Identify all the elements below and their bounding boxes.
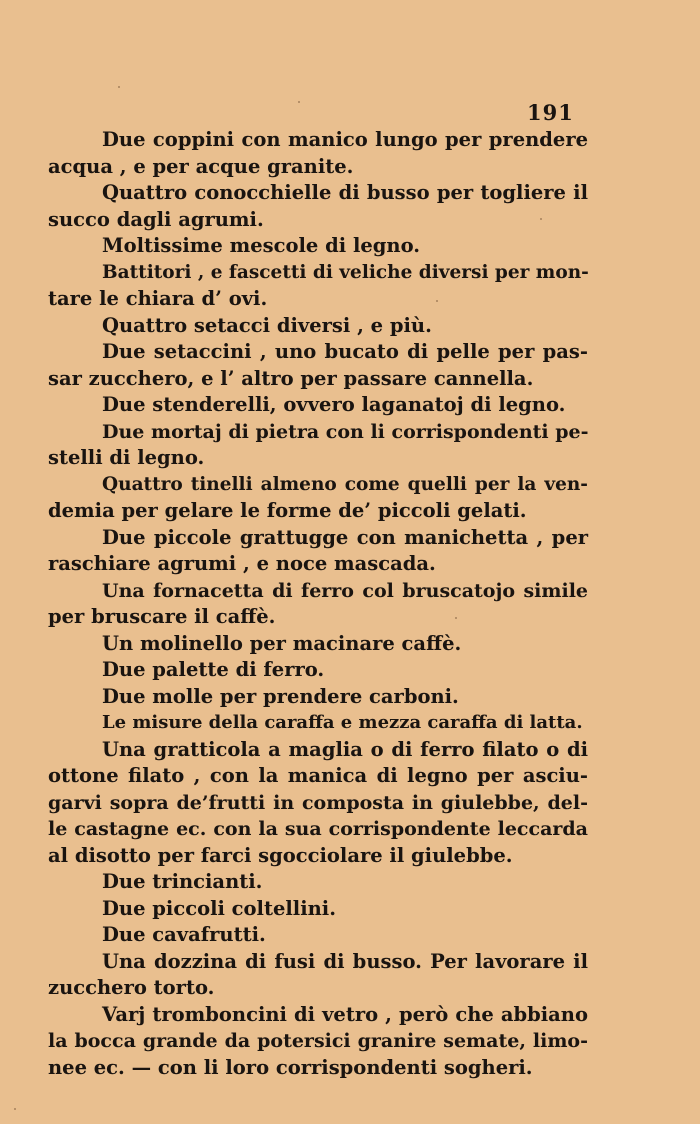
text-line: Due molle per prendere carboni. — [102, 684, 459, 708]
page-number: 191 — [527, 100, 574, 125]
text-line: raschiare agrumi , e noce mascada. — [48, 552, 436, 575]
text-line: garvi sopra de’frutti in composta in giulebbe, del- — [48, 791, 588, 814]
text-line: Due piccoli coltellini. — [102, 896, 336, 920]
text-line: Due stenderelli, ovvero laganatoj di legno. — [102, 393, 566, 416]
text-line: tare le chiara d’ ovi. — [48, 287, 268, 310]
page-body-text — [48, 127, 588, 1081]
text-line: demia per gelare le forme de’ piccoli gelati. — [48, 499, 527, 522]
text-line: Due setaccini , uno bucato di pelle per pas- — [102, 340, 588, 363]
text-line: Quattro conocchielle di busso per togliere il — [102, 181, 588, 204]
text-line: Due palette di ferro. — [102, 658, 325, 681]
paper-speck — [118, 86, 120, 88]
text-line: Una fornacetta di ferro col bruscatojo simile — [102, 579, 588, 602]
text-line: acqua , e per acque granite. — [48, 154, 354, 178]
text-line: Moltissime mescole di legno. — [102, 234, 421, 257]
text-line: al disotto per farci sgocciolare il giulebbe. — [48, 843, 513, 867]
text-line: sar zucchero, e l’ altro per passare cannella. — [48, 366, 534, 390]
paper-speck — [455, 617, 457, 619]
text-line: ottone filato , con la manica di legno per asciu- — [48, 764, 588, 787]
text-line: Una gratticola a maglia o di ferro filato o di — [102, 737, 588, 761]
text-line: nee ec. — con li loro corrispondenti sogheri. — [48, 1055, 533, 1079]
paper-speck — [14, 1108, 16, 1110]
text-line: Due cavafrutti. — [102, 923, 266, 946]
paper-speck — [540, 218, 542, 220]
text-line: Battitori , e fascetti di veliche diversi per mon- — [102, 261, 589, 283]
text-line: Due coppini con manico lungo per prendere — [102, 128, 588, 151]
text-line: Una dozzina di fusi di busso. Per lavorare il — [102, 949, 588, 973]
text-line: stelli di legno. — [48, 446, 205, 469]
text-line: la bocca grande da potersici granire semate, limo- — [48, 1030, 588, 1052]
text-line: Varj tromboncini di vetro , però che abbiano — [102, 1002, 588, 1026]
text-line: le castagne ec. con la sua corrispondente leccarda — [48, 818, 588, 840]
text-line: succo dagli agrumi. — [48, 207, 264, 231]
text-line: Quattro tinelli almeno come quelli per la ven- — [102, 473, 588, 495]
text-line: Un molinello per macinare caffè. — [102, 631, 462, 655]
text-line: per bruscare il caffè. — [48, 605, 276, 628]
text-line: Le misure della caraffa e mezza caraffa di latta. — [102, 712, 583, 733]
text-line: Quattro setacci diversi , e più. — [102, 313, 432, 337]
text-line: Due piccole grattugge con manichetta , per — [102, 525, 588, 549]
text-line: Due trincianti. — [102, 870, 263, 893]
paper-speck — [298, 101, 300, 103]
text-line: Due mortaj di pietra con li corrispondenti pe- — [102, 420, 589, 443]
text-line: zucchero torto. — [48, 976, 215, 999]
paper-speck — [436, 300, 438, 302]
